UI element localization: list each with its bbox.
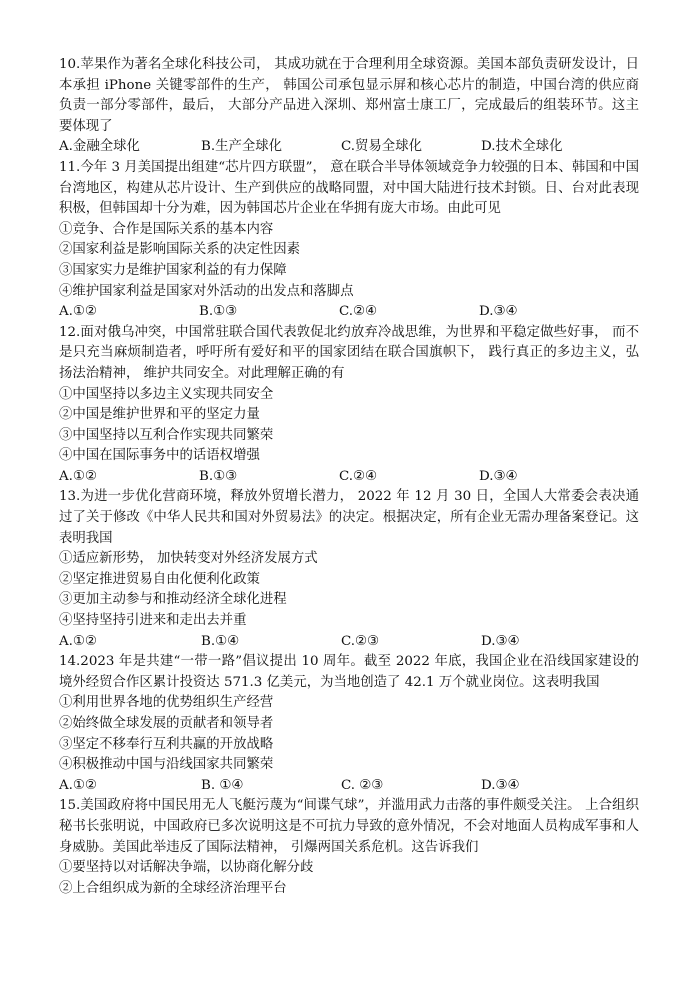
question-12	[59, 323, 639, 488]
option-d[interactable]: D.③④	[479, 468, 518, 484]
question-13	[59, 487, 639, 652]
option-d[interactable]: D.③④	[481, 777, 520, 793]
exam-page	[59, 55, 639, 899]
statement-item: ④积极推动中国与沿线国家共同繁荣	[59, 757, 274, 773]
statement-item: ④中国在国际事务中的话语权增强	[59, 448, 260, 464]
statement-item: ①竞争、合作是国际关系的基本内容	[59, 221, 274, 237]
option-b[interactable]: B.①④	[201, 633, 240, 649]
statement-item: ②始终做全球发展的贡献者和领导者	[59, 716, 274, 731]
option-d[interactable]: D.③④	[479, 304, 518, 320]
answer-options	[59, 776, 639, 797]
statement-item: ③更加主动参与和推动经济全球化进程	[59, 592, 287, 608]
statement-item: ②上合组织成为新的全球经济治理平台	[59, 880, 287, 896]
option-a[interactable]: A.①②	[59, 468, 97, 484]
question-stem: 12.面对俄乌冲突，中国常驻联合国代表敦促北约放弃冷战思维，为世界和平稳定做些好事， 而不是只充当麻烦制造者，呼吁所有爱好和平的国家团结在联合国旗帜下， 践行真正的多边主义，弘扬法治精神， 维护共同安全。对此理解正确的有	[59, 324, 639, 381]
question-stem: 13.为进一步优化营商环境，释放外贸增长潜力， 2022 年 12 月 30 日，全国人大常委会表决通过了关于修改《中华人民共和国对外贸易法》的决定。根据决定，所有企业无需办理备案登记。这表明我国	[59, 489, 639, 546]
question-10	[59, 55, 639, 158]
statement-item: ③国家实力是维护国家利益的有力保障	[59, 262, 287, 278]
question-11	[59, 158, 639, 323]
statement-item: ①中国坚持以多边主义实现共同安全	[59, 386, 274, 402]
statement-item: ①利用世界各地的优势组织生产经营	[59, 695, 274, 711]
answer-options	[59, 632, 639, 653]
option-d[interactable]: D.技术全球化	[481, 139, 563, 155]
answer-options	[59, 467, 639, 488]
statement-item: ①要坚持以对话解决争端，以协商化解分歧	[59, 860, 314, 876]
statement-item: ④维护国家利益是国家对外活动的出发点和落脚点	[59, 283, 354, 299]
option-b[interactable]: B.生产全球化	[201, 139, 283, 155]
question-stem: 11.今年 3 月美国提出组建“芯片四方联盟”， 意在联合半导体领域竞争力较强的日本、韩国和中国台湾地区，构建从芯片设计、生产到供应的战略同盟，对中国大陆进行技术封锁。日、台对此表现积极，但韩国却十分为难，因为韩国芯片企业在华拥有庞大市场。由此可见	[59, 159, 639, 217]
option-c[interactable]: C.②④	[339, 468, 378, 484]
option-c[interactable]: C.②③	[341, 633, 380, 649]
statement-item: ③中国坚持以互利合作实现共同繁荣	[59, 427, 274, 443]
option-c[interactable]: C. ②③	[341, 777, 384, 793]
question-stem: 14.2023 年是共建“一带一路”倡议提出 10 周年。截至 2022 年底，我国企业在沿线国家建设的境外经贸合作区累计投资达 571.3 亿美元，为当地创造了 42.1 万个就业岗位。这表明我国	[59, 654, 639, 690]
statement-item: ③坚定不移奉行互利共赢的开放战略	[59, 736, 274, 752]
question-14	[59, 652, 639, 796]
option-c[interactable]: C.贸易全球化	[341, 139, 422, 155]
statement-item: ②中国是维护世界和平的坚定力量	[59, 407, 260, 423]
statement-item: ①适应新形势， 加快转变对外经济发展方式	[59, 551, 318, 567]
statement-item: ②坚定推进贸易自由化便利化政策	[59, 571, 260, 587]
option-b[interactable]: B.①③	[199, 468, 238, 484]
option-b[interactable]: B. ①④	[201, 777, 244, 793]
question-stem: 15.美国政府将中国民用无人飞艇污蔑为“间谍气球”，并滥用武力击落的事件颇受关注。 上合组织秘书长张明说，中国政府已多次说明这是不可抗力导致的意外情况，不会对地面人员构成军事和人身威胁。美国此举违反了国际法精神， 引爆两国关系危机。这告诉我们	[59, 798, 639, 855]
answer-options	[59, 137, 639, 158]
statement-item: ④坚持坚持引进来和走出去并重	[59, 613, 247, 629]
option-a[interactable]: A.①②	[59, 777, 97, 793]
answer-options	[59, 302, 639, 323]
statement-item: ②国家利益是影响国际关系的决定性因素	[59, 242, 301, 258]
option-a[interactable]: A.①②	[59, 633, 97, 649]
option-d[interactable]: D.③④	[481, 633, 520, 649]
option-c[interactable]: C.②④	[339, 304, 378, 320]
option-b[interactable]: B.①③	[199, 304, 238, 320]
question-15	[59, 796, 639, 899]
option-a[interactable]: A.金融全球化	[59, 139, 140, 155]
option-a[interactable]: A.①②	[59, 304, 97, 320]
question-stem: 10.苹果作为著名全球化科技公司， 其成功就在于合理利用全球资源。美国本部负责研发设计，日本承担 iPhone 关键零部件的生产， 韩国公司承包显示屏和核心芯片的制造，中国台湾的供应商负责一部分零部件，最后， 大部分产品进入深圳、郑州富士康工厂，完成最后的组装环节。这主要体现了	[59, 57, 639, 134]
